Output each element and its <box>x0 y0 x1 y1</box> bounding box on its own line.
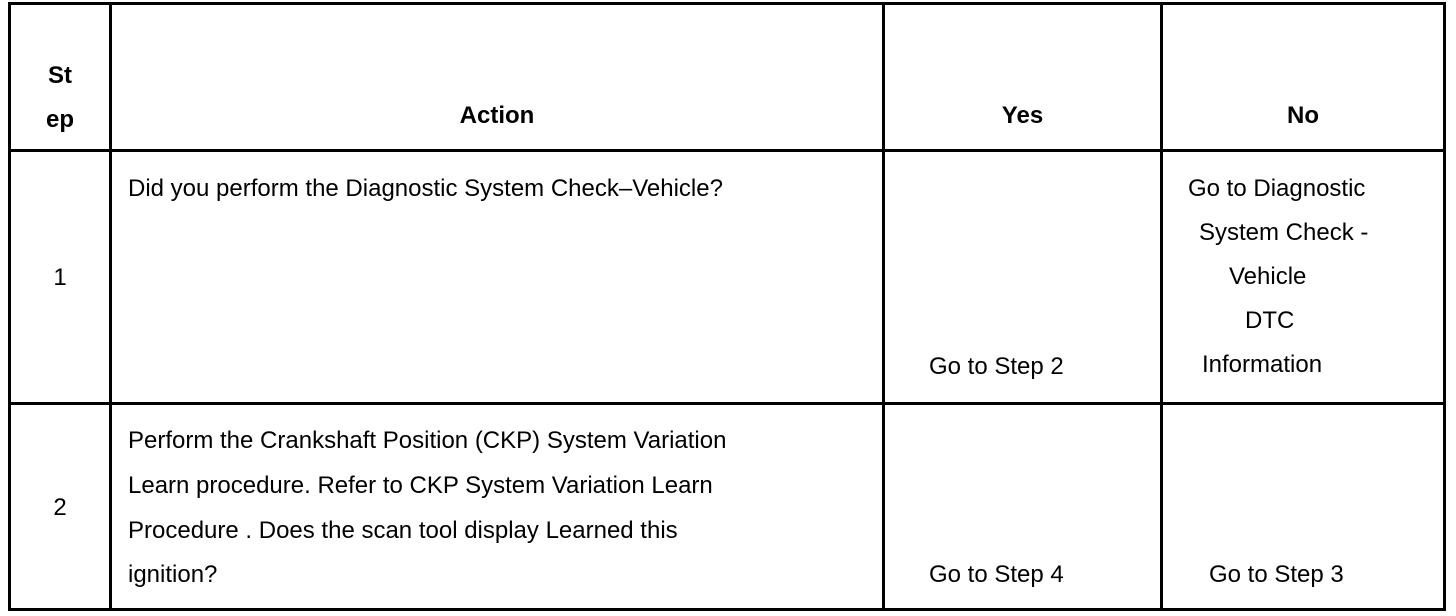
row2-yes: Go to Step 4 <box>929 561 1064 588</box>
header-action: Action <box>459 102 535 129</box>
row-divider <box>8 402 1446 405</box>
header-divider <box>8 149 1446 152</box>
row2-action-line: Perform the Crankshaft Position (CKP) System Variation <box>128 427 727 454</box>
row1-yes: Go to Step 2 <box>929 353 1064 380</box>
row1-no-line: DTC <box>1245 307 1295 334</box>
table-border-right <box>1443 2 1446 611</box>
row2-action <box>128 419 726 597</box>
row1-no-line: Go to Diagnostic <box>1188 175 1366 202</box>
header-step <box>11 54 109 142</box>
row1-no-line: Information <box>1202 351 1323 378</box>
row1-no <box>1163 167 1443 387</box>
header-step-line2: ep <box>45 106 74 133</box>
row1-action <box>128 167 723 211</box>
row2-no: Go to Step 3 <box>1209 561 1344 588</box>
row1-no-line: System Check - <box>1199 219 1369 246</box>
row2-action-line: Learn procedure. Refer to CKP System Variation Learn <box>128 472 713 499</box>
header-step-line1: St <box>48 62 72 89</box>
row1-step: 1 <box>53 264 67 291</box>
header-yes: Yes <box>1001 102 1044 129</box>
row2-step: 2 <box>53 494 67 521</box>
row2-action-line: Procedure . Does the scan tool display Learned this <box>128 517 678 544</box>
row2-action-line: ignition? <box>128 561 218 588</box>
header-no: No <box>1287 102 1319 129</box>
table-border-bottom <box>8 608 1446 611</box>
row1-action-line: Did you perform the Diagnostic System Check–Vehicle? <box>128 175 723 202</box>
table-border-top <box>8 2 1446 5</box>
row1-no-line: Vehicle <box>1229 263 1307 290</box>
